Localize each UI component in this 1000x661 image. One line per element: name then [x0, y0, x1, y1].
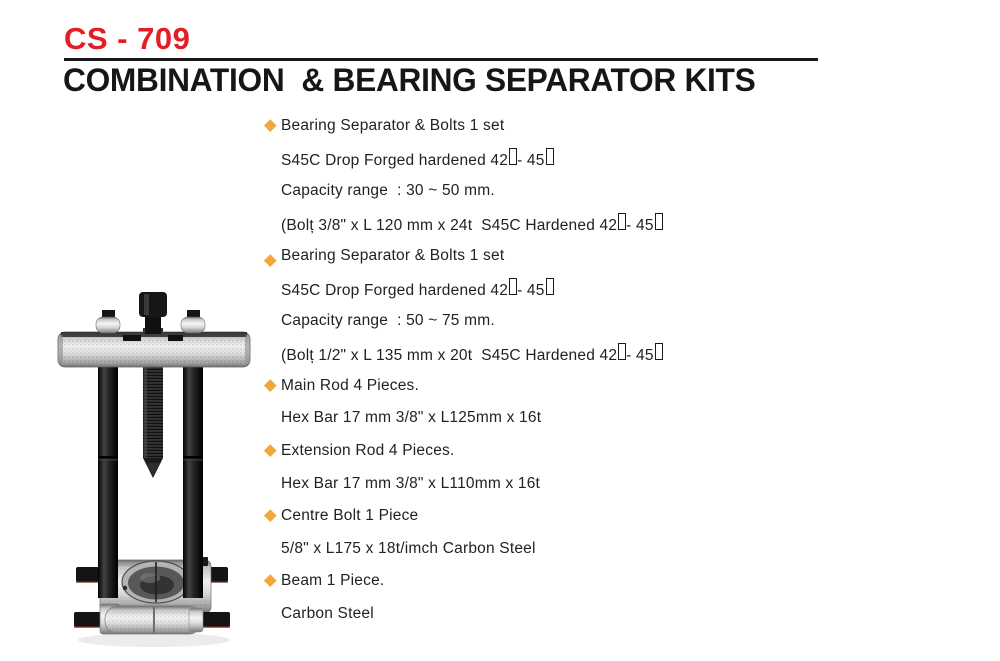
spec-detail-row [264, 402, 864, 435]
spec-group-title-row [264, 500, 864, 533]
spec-detail-row [264, 467, 864, 500]
product-photo [28, 288, 273, 660]
spec-detail: S45C Drop Forged hardened 42 - 45 [264, 278, 554, 299]
spec-detail: Hex Bar 17 mm 3/8" x L125mm x 16t [281, 409, 542, 427]
left-rod [98, 364, 118, 598]
tool-shadow [78, 633, 230, 647]
page-title: COMBINATION & BEARING SEPARATOR KITS [63, 62, 756, 98]
spec-detail: S45C Drop Forged hardened 42 - 45 [264, 148, 554, 169]
product-code: CS - 709 [64, 21, 191, 56]
right-rod [183, 364, 203, 598]
spec-group-title: Bearing Separator & Bolts 1 set [281, 116, 505, 134]
spec-group-title-row [264, 369, 864, 402]
spec-detail-row [264, 304, 864, 337]
header-divider [64, 58, 818, 61]
spec-detail: Capacity range : 30 ~ 50 mm. [281, 181, 495, 199]
spec-group-title: Main Rod 4 Pieces. [281, 376, 419, 394]
spec-list [264, 109, 864, 630]
spec-group-title: Bearing Separator & Bolts 1 set [281, 246, 505, 264]
centre-bolt-hex-head [139, 292, 167, 334]
spec-group-title-row [264, 565, 864, 598]
spec-group-title: Extension Rod 4 Pieces. [281, 441, 455, 459]
bearing-separator-base [74, 557, 230, 634]
spec-detail-row [264, 174, 864, 207]
spec-detail: 5/8" x L175 x 18t/imch Carbon Steel [281, 539, 536, 557]
spec-detail: Capacity range : 50 ~ 75 mm. [281, 311, 495, 329]
spec-detail: (Bolț 1/2" x L 135 mm x 20t S45C Hardened 42 - 45 [264, 343, 663, 364]
spec-group-title: Centre Bolt 1 Piece [281, 507, 419, 525]
spec-detail-row [264, 142, 864, 175]
spec-detail: Hex Bar 17 mm 3/8" x L110mm x 16t [281, 474, 541, 492]
spec-detail-row [264, 337, 864, 370]
spec-group-title: Beam 1 Piece. [281, 572, 385, 590]
spec-detail-row [264, 207, 864, 240]
spec-group-title-row [264, 239, 864, 272]
bearing-separator-tool-illustration [28, 288, 273, 660]
spec-group-title-row [264, 109, 864, 142]
spec-detail: Carbon Steel [281, 604, 374, 622]
spec-group-title-row [264, 434, 864, 467]
spec-detail-row [264, 597, 864, 630]
spec-detail: (Bolț 3/8" x L 120 mm x 24t S45C Hardened 42 - 45 [264, 213, 663, 234]
spec-detail-row [264, 532, 864, 565]
spec-detail-row [264, 272, 864, 305]
crosshead-beam [58, 332, 250, 367]
